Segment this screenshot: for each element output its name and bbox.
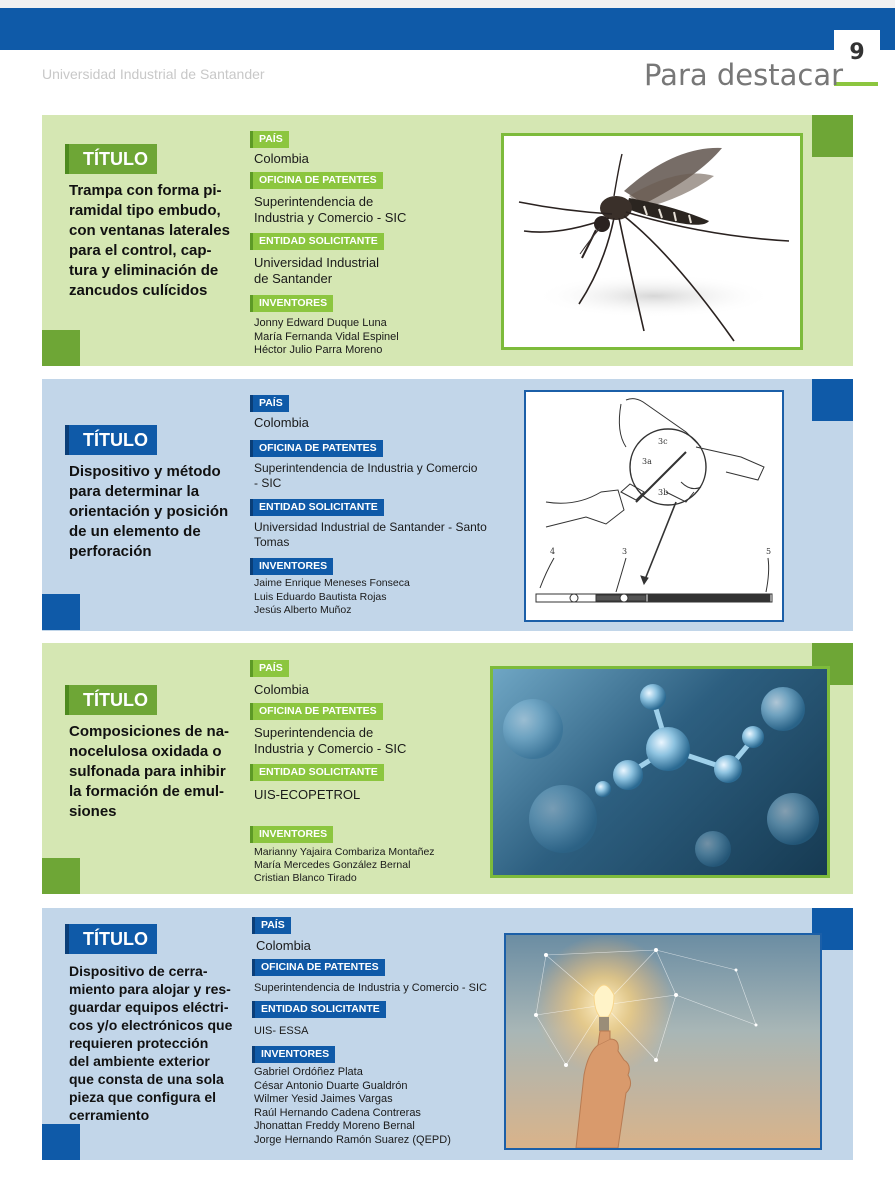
inventor: Marianny Yajaira Combariza Montañez xyxy=(254,846,435,858)
university-name: Universidad Industrial de Santander xyxy=(42,66,265,82)
inventor: Jonny Edward Duque Luna xyxy=(254,317,387,329)
title-line: de un elemento de xyxy=(69,523,201,540)
title-badge: TÍTULO xyxy=(65,685,157,715)
value-line: Universidad Industrial xyxy=(254,255,380,270)
inventor: Jaime Enrique Meneses Fonseca xyxy=(254,577,410,589)
title-line: requieren protección xyxy=(69,1035,209,1051)
title-line: cos y/o electrónicos que xyxy=(69,1017,233,1033)
value-line: Universidad Industrial de Santander - Santo xyxy=(254,520,487,534)
value-line: Industria y Comercio - SIC xyxy=(254,741,407,756)
patent-drawing xyxy=(524,390,784,622)
title-line: perforación xyxy=(69,543,152,560)
entidad-value xyxy=(254,787,360,803)
inventor: Héctor Julio Parra Moreno xyxy=(254,344,383,356)
inventor: César Antonio Duarte Gualdrón xyxy=(254,1079,408,1092)
corner-square xyxy=(42,330,80,366)
inventores-label: INVENTORES xyxy=(250,826,333,843)
title-line: ramidal tipo embudo, xyxy=(69,202,221,219)
drawing-label: 3b xyxy=(658,488,669,497)
title-line: zancudos culícidos xyxy=(69,282,208,299)
inventores-label: INVENTORES xyxy=(250,558,333,575)
patent-title xyxy=(69,181,239,301)
title-line: cerramiento xyxy=(69,1107,150,1123)
title-line: la formación de emul- xyxy=(69,783,225,800)
value-line: Industria y Comercio - SIC xyxy=(254,210,407,225)
title-badge: TÍTULO xyxy=(65,924,157,954)
mosquito-photo xyxy=(501,133,803,350)
value-line: Superintendencia de xyxy=(254,725,374,740)
inventor: Jorge Hernando Ramón Suarez (QEPD) xyxy=(254,1133,451,1146)
pais-label: PAÍS xyxy=(250,660,289,677)
inventor: Raúl Hernando Cadena Contreras xyxy=(254,1106,421,1119)
value-line: - SIC xyxy=(254,476,282,490)
title-line: orientación y posición xyxy=(69,503,229,520)
lightbulb-hand-photo xyxy=(504,933,822,1150)
title-line: para determinar la xyxy=(69,483,200,500)
title-line: guardar equipos eléctri- xyxy=(69,999,229,1015)
value-line: UIS-ECOPETROL xyxy=(254,787,361,802)
inventor: Jesús Alberto Muñoz xyxy=(254,604,352,616)
title-line: nocelulosa oxidada o xyxy=(69,743,222,760)
inventores-label: INVENTORES xyxy=(252,1046,335,1063)
value-line: Tomas xyxy=(254,535,290,549)
title-line: pieza que configura el xyxy=(69,1089,217,1105)
entidad-label: ENTIDAD SOLICITANTE xyxy=(250,764,384,781)
inventor: Wilmer Yesid Jaimes Vargas xyxy=(254,1093,393,1105)
corner-square xyxy=(42,594,80,630)
pais-label: PAÍS xyxy=(252,917,291,934)
patent-title xyxy=(69,462,239,562)
oficina-value xyxy=(254,194,406,226)
oficina-label: OFICINA DE PATENTES xyxy=(250,172,383,189)
entidad-value xyxy=(254,1024,308,1039)
drawing-label: 3a xyxy=(642,457,652,466)
pais-label: PAÍS xyxy=(250,131,289,148)
patent-title xyxy=(69,962,239,1124)
title-line: que consta de una sola xyxy=(69,1071,224,1087)
pais-value: Colombia xyxy=(254,682,309,697)
value-line: Superintendencia de Industria y Comercio - SIC xyxy=(254,982,487,994)
oficina-value xyxy=(254,461,477,491)
title-line: Composiciones de na- xyxy=(69,723,230,740)
title-badge: TÍTULO xyxy=(65,425,157,455)
value-line: UIS- ESSA xyxy=(254,1025,309,1037)
title-badge: TÍTULO xyxy=(65,144,157,174)
drawing-label: 4 xyxy=(550,547,556,556)
entidad-label: ENTIDAD SOLICITANTE xyxy=(250,233,384,250)
value-line: Superintendencia de Industria y Comercio xyxy=(254,461,478,475)
inventor: Jhonattan Freddy Moreno Bernal xyxy=(254,1120,415,1132)
inventor: Gabriel Ordóñez Plata xyxy=(254,1066,363,1078)
corner-square xyxy=(42,1124,80,1160)
oficina-value xyxy=(254,725,406,757)
page-number: 9 xyxy=(849,40,865,65)
corner-square xyxy=(812,379,853,421)
section-title: Para destacar xyxy=(644,58,844,92)
oficina-label: OFICINA DE PATENTES xyxy=(250,703,383,720)
title-line: tura y eliminación de xyxy=(69,262,219,279)
value-line: Superintendencia de xyxy=(254,194,374,209)
pais-value: Colombia xyxy=(256,938,311,953)
inventor: Cristian Blanco Tirado xyxy=(254,872,357,884)
title-line: siones xyxy=(69,803,117,820)
title-line: con ventanas laterales xyxy=(69,222,230,239)
oficina-label: OFICINA DE PATENTES xyxy=(250,440,383,457)
inventores-list xyxy=(254,317,399,358)
value-line: de Santander xyxy=(254,271,333,286)
title-line: para el control, cap- xyxy=(69,242,212,259)
entidad-value xyxy=(254,255,379,287)
drawing-label: 3 xyxy=(622,547,628,556)
pais-label: PAÍS xyxy=(250,395,289,412)
header-bar xyxy=(0,8,895,50)
inventores-list xyxy=(254,1066,451,1147)
inventor: María Mercedes González Bernal xyxy=(254,859,411,871)
title-line: Dispositivo de cerra- xyxy=(69,963,208,979)
inventores-list xyxy=(254,577,410,618)
oficina-label: OFICINA DE PATENTES xyxy=(252,959,385,976)
inventor: Luis Eduardo Bautista Rojas xyxy=(254,590,387,603)
oficina-value xyxy=(254,981,487,996)
entidad-value xyxy=(254,520,487,550)
drawing-label: 3c xyxy=(658,437,668,446)
title-line: del ambiente exterior xyxy=(69,1053,210,1069)
molecule-photo xyxy=(490,666,830,878)
inventor: María Fernanda Vidal Espinel xyxy=(254,330,399,343)
pais-value: Colombia xyxy=(254,415,309,430)
entidad-label: ENTIDAD SOLICITANTE xyxy=(252,1001,386,1018)
title-line: Trampa con forma pi- xyxy=(69,182,222,199)
title-line: miento para alojar y res- xyxy=(69,981,231,997)
entidad-label: ENTIDAD SOLICITANTE xyxy=(250,499,384,516)
corner-square xyxy=(812,115,853,157)
title-line: Dispositivo y método xyxy=(69,463,221,480)
pais-value: Colombia xyxy=(254,151,309,166)
patent-title xyxy=(69,722,239,822)
title-line: sulfonada para inhibir xyxy=(69,763,226,780)
corner-square xyxy=(42,858,80,894)
inventores-label: INVENTORES xyxy=(250,295,333,312)
drawing-label: 5 xyxy=(766,547,772,556)
top-strip xyxy=(0,0,895,8)
inventores-list xyxy=(254,846,435,885)
